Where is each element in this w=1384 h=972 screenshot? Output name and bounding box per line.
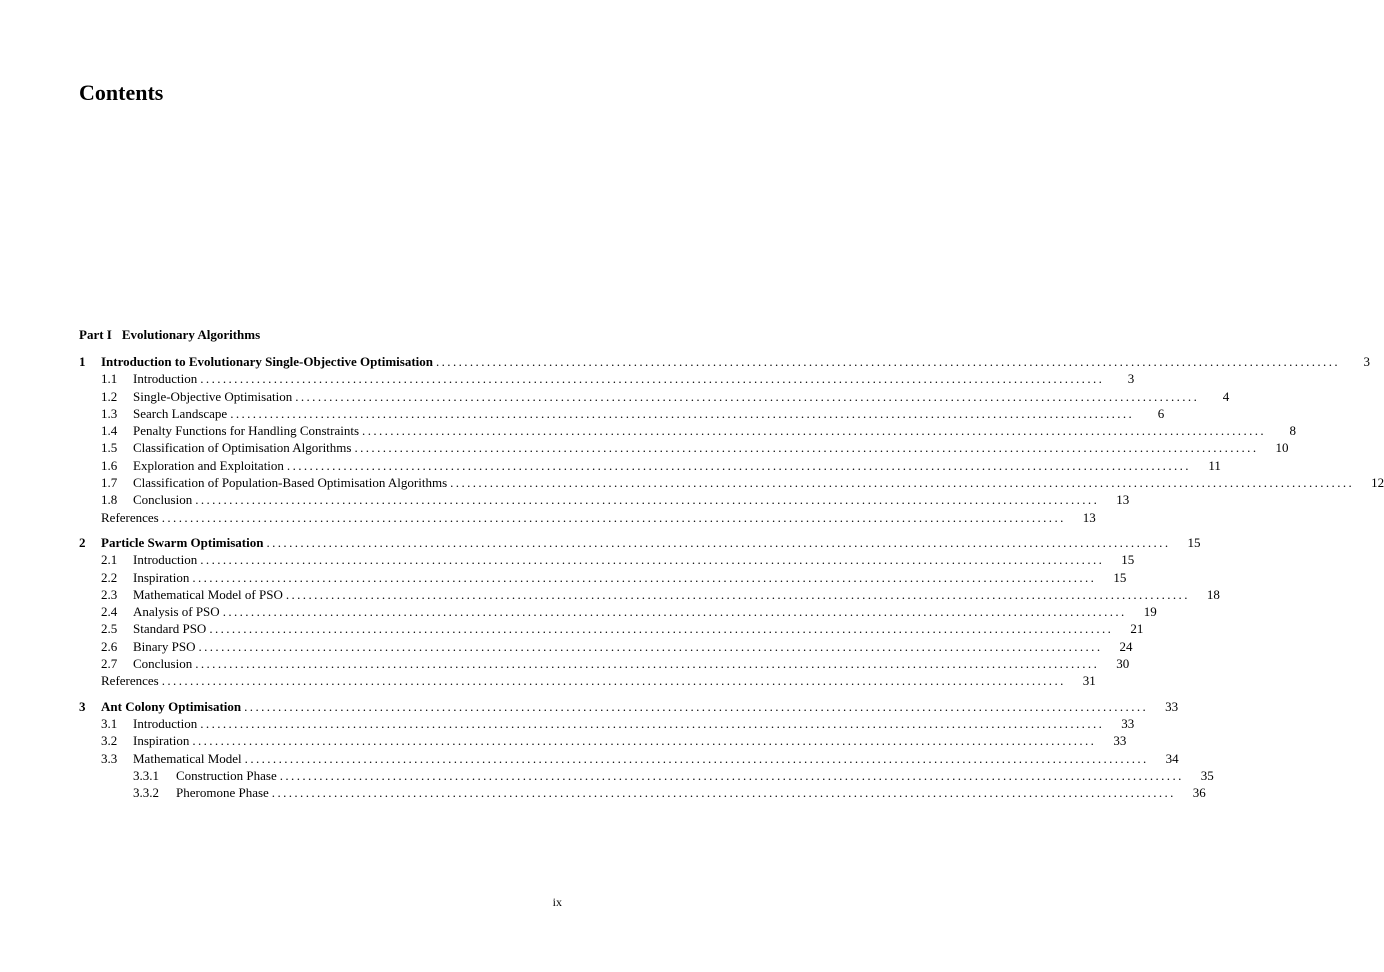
- dot-leader: ................................................................................................................................................................: [286, 457, 1191, 473]
- entry-page: 34: [1165, 750, 1179, 766]
- section-entry[interactable]: [79, 439, 1289, 456]
- dot-leader: ................................................................................................................................................................: [450, 475, 1355, 491]
- entry-number: 3.3.2: [133, 785, 159, 801]
- entry-page: 11: [1208, 457, 1221, 473]
- entry-page: 21: [1130, 621, 1144, 637]
- dot-leader: ................................................................................................................................................................: [295, 388, 1200, 404]
- entry-page: 33: [1121, 715, 1135, 731]
- section-entry[interactable]: [79, 715, 1135, 732]
- entry-number: 2.4: [101, 604, 118, 620]
- entry-title: Exploration and Exploitation: [133, 457, 284, 473]
- chapter-entry[interactable]: [79, 353, 1370, 370]
- dot-leader: ................................................................................................................................................................: [209, 621, 1114, 637]
- entry-title: Conclusion: [133, 492, 193, 508]
- entry-title: Binary PSO: [133, 638, 196, 654]
- dot-leader: ................................................................................................................................................................: [195, 656, 1100, 672]
- entry-number: 1: [79, 354, 86, 369]
- section-entry[interactable]: [79, 370, 1135, 387]
- entry-page: 24: [1119, 638, 1133, 654]
- entry-page: 13: [1116, 492, 1130, 508]
- entry-number: 1.1: [101, 371, 118, 387]
- section-entry[interactable]: [79, 474, 1384, 491]
- entry-page: 15: [1187, 534, 1201, 550]
- entry-title: Particle Swarm Optimisation: [101, 534, 264, 550]
- part-heading: [79, 327, 260, 343]
- section-entry[interactable]: [79, 422, 1297, 439]
- section-entry[interactable]: [79, 551, 1135, 568]
- dot-leader: ................................................................................................................................................................: [285, 586, 1190, 602]
- entry-number: 1.6: [101, 457, 118, 473]
- entry-title: Ant Colony Optimisation: [101, 698, 242, 714]
- dot-leader: ................................................................................................................................................................: [279, 767, 1184, 783]
- references-entry[interactable]: [79, 509, 1096, 526]
- entry-number: 3.3: [101, 750, 118, 766]
- entry-number: 2: [79, 534, 86, 550]
- entry-title: Single-Objective Optimisation: [133, 388, 293, 404]
- entry-title: Standard PSO: [133, 621, 207, 637]
- dot-leader: ................................................................................................................................................................: [271, 785, 1176, 801]
- dot-leader: ................................................................................................................................................................: [200, 371, 1105, 387]
- entry-number: 3.1: [101, 715, 118, 731]
- entry-number: 1.5: [101, 440, 118, 456]
- section-entry[interactable]: [79, 457, 1221, 474]
- entry-number: 3: [79, 698, 86, 714]
- entry-number: 1.2: [101, 388, 118, 404]
- entry-page: 15: [1113, 569, 1127, 585]
- entry-number: 2.2: [101, 569, 118, 585]
- chapter-entry[interactable]: [79, 698, 1179, 715]
- section-entry[interactable]: [79, 620, 1144, 637]
- entry-page: 13: [1082, 509, 1096, 525]
- entry-page: 12: [1371, 475, 1384, 491]
- entry-page: 10: [1275, 440, 1289, 456]
- dot-leader: ................................................................................................................................................................: [362, 423, 1267, 439]
- dot-leader: ................................................................................................................................................................: [222, 604, 1127, 620]
- dot-leader: ................................................................................................................................................................: [200, 715, 1105, 731]
- entry-title: Introduction: [133, 371, 198, 387]
- dot-leader: ................................................................................................................................................................: [198, 638, 1103, 654]
- entry-page: 15: [1121, 552, 1135, 568]
- entry-number: 1.8: [101, 492, 118, 508]
- entry-page: 8: [1289, 423, 1297, 439]
- entry-title: References: [101, 673, 159, 689]
- entry-page: 31: [1082, 673, 1096, 689]
- entry-number: 1.7: [101, 475, 118, 491]
- references-entry[interactable]: [79, 672, 1096, 689]
- entry-number: 1.4: [101, 423, 118, 439]
- entry-number: 2.1: [101, 552, 118, 568]
- entry-title: Introduction to Evolutionary Single-Objective Optimisation: [101, 354, 433, 369]
- entry-title: Penalty Functions for Handling Constraints: [133, 423, 360, 439]
- subsection-entry[interactable]: [79, 767, 1214, 784]
- part-label: Part I: [79, 327, 112, 342]
- dot-leader: ................................................................................................................................................................: [195, 492, 1100, 508]
- section-entry[interactable]: [79, 655, 1130, 672]
- dot-leader: ................................................................................................................................................................: [192, 733, 1097, 749]
- entry-page: 30: [1116, 656, 1130, 672]
- entry-page: 3: [1363, 354, 1370, 369]
- entry-number: 2.6: [101, 638, 118, 654]
- entry-title: Introduction: [133, 552, 198, 568]
- section-entry[interactable]: [79, 732, 1127, 749]
- entry-page: 36: [1192, 785, 1206, 801]
- entry-page: 19: [1143, 604, 1157, 620]
- section-entry[interactable]: [79, 491, 1130, 508]
- entry-title: Mathematical Model of PSO: [133, 586, 283, 602]
- entry-title: Classification of Optimisation Algorithms: [133, 440, 352, 456]
- entry-title: Search Landscape: [133, 405, 228, 421]
- entry-page: 3: [1127, 371, 1135, 387]
- entry-number: 3.2: [101, 733, 118, 749]
- entry-title: Inspiration: [133, 569, 190, 585]
- dot-leader: ................................................................................................................................................................: [161, 673, 1066, 689]
- entry-page: 18: [1206, 586, 1220, 602]
- dot-leader: ................................................................................................................................................................: [266, 534, 1171, 550]
- entry-title: Construction Phase: [176, 767, 277, 783]
- entry-page: 4: [1222, 388, 1230, 404]
- entry-number: 2.3: [101, 586, 118, 602]
- entry-title: Pheromone Phase: [176, 785, 269, 801]
- dot-leader: ................................................................................................................................................................: [354, 440, 1259, 456]
- entry-page: 35: [1200, 767, 1214, 783]
- entry-title: Mathematical Model: [133, 750, 242, 766]
- dot-leader: ................................................................................................................................................................: [230, 405, 1135, 421]
- entry-title: Analysis of PSO: [133, 604, 220, 620]
- entry-number: 2.7: [101, 656, 118, 672]
- entry-page: 6: [1157, 405, 1165, 421]
- page-title: Contents: [79, 80, 164, 105]
- entry-title: References: [101, 509, 159, 525]
- section-entry[interactable]: [79, 586, 1220, 603]
- dot-leader: ................................................................................................................................................................: [192, 569, 1097, 585]
- section-entry[interactable]: [79, 405, 1165, 422]
- entry-title: Classification of Population-Based Optimisation Algorithms: [133, 475, 448, 491]
- section-entry[interactable]: [79, 638, 1133, 655]
- entry-number: 2.5: [101, 621, 118, 637]
- dot-leader: ................................................................................................................................................................: [200, 552, 1105, 568]
- section-entry[interactable]: [79, 388, 1230, 405]
- section-entry[interactable]: [79, 750, 1179, 767]
- entry-page: 33: [1113, 733, 1127, 749]
- entry-page: 33: [1165, 698, 1179, 714]
- entry-number: 1.3: [101, 405, 118, 421]
- chapter-entry[interactable]: [79, 534, 1201, 551]
- dot-leader: ................................................................................................................................................................: [161, 509, 1066, 525]
- page-number: ix: [552, 895, 562, 909]
- entry-number: 3.3.1: [133, 767, 159, 783]
- entry-title: Conclusion: [133, 656, 193, 672]
- part-title: Evolutionary Algorithms: [121, 327, 261, 342]
- dot-leader: ................................................................................................................................................................: [436, 354, 1340, 369]
- section-entry[interactable]: [79, 569, 1127, 586]
- dot-leader: ................................................................................................................................................................: [244, 750, 1149, 766]
- table-of-contents: [79, 353, 1384, 801]
- entry-title: Introduction: [133, 715, 198, 731]
- subsection-entry[interactable]: [79, 784, 1206, 801]
- dot-leader: ................................................................................................................................................................: [244, 698, 1149, 714]
- entry-title: Inspiration: [133, 733, 190, 749]
- section-entry[interactable]: [79, 603, 1157, 620]
